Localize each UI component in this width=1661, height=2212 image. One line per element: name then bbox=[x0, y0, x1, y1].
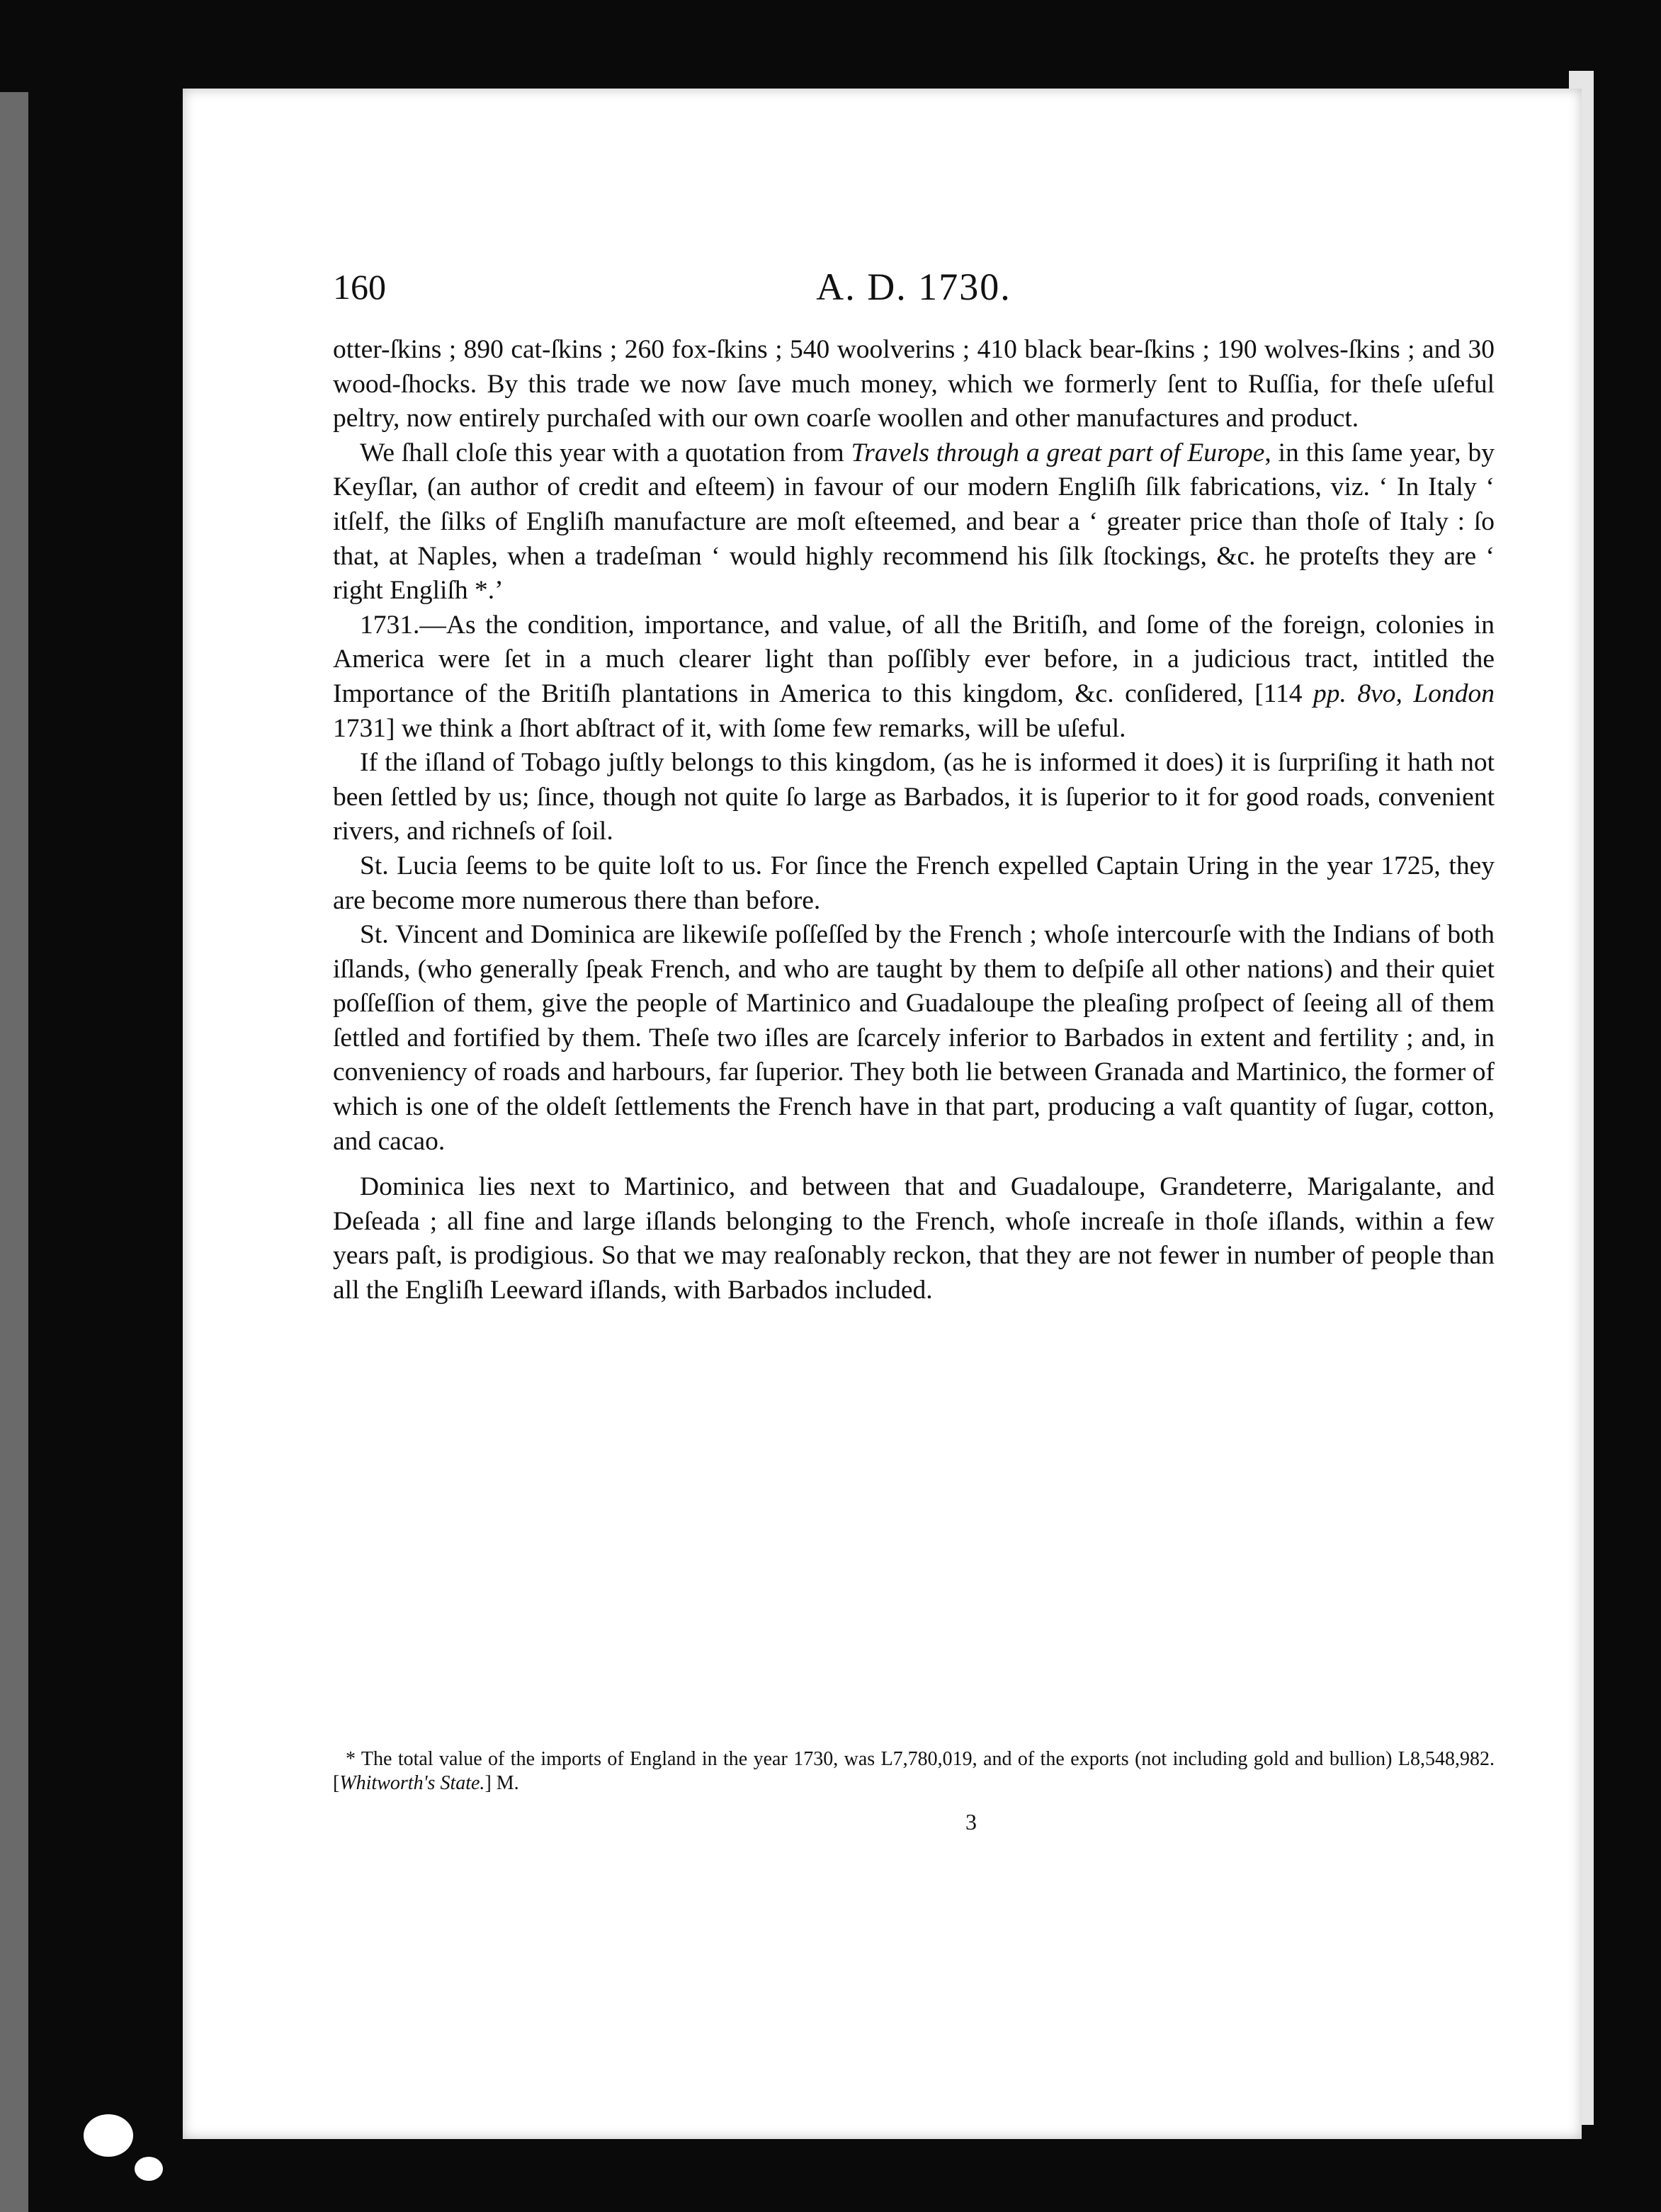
paragraph-dominica: Dominica lies next to Martinico, and between that and Guadaloupe, Grandeterre, Marigalante, and Deſeada ; all fine and large iſlands belonging to the French, whoſe increaſe in thoſe iſlands, within a few years paſt, is prodigious. So that we may reaſonably reckon, that they are not fewer in number of people than all the Engliſh Leeward iſlands, with Barbados included. bbox=[333, 1172, 1495, 1305]
footnote-text-after: ] M. bbox=[484, 1772, 519, 1794]
footnote-text bbox=[333, 1747, 1495, 1796]
paragraph-1731-plantations bbox=[333, 608, 1495, 746]
paragraph-keyslar-quotation bbox=[333, 436, 1495, 608]
paragraph-peltry: otter-ſkins ; 890 cat-ſkins ; 260 fox-ſkins ; 540 woolverins ; 410 black bear-ſkins ; 190 wolves-ſkins ; and 30 wood-ſhocks. By this trade we now ſave much money, which we formerly ſent to Ruſſia, for theſe uſeful peltry, now entirely purchaſed with our own coarſe woollen and other manufactures and product. bbox=[333, 335, 1495, 433]
page-header bbox=[333, 262, 1495, 312]
scan-blemish bbox=[84, 2114, 133, 2157]
signature-mark: 3 bbox=[965, 1809, 977, 1834]
paragraph-tobago: If the iſland of Tobago juſtly belongs to this kingdom, (as he is informed it does) it is ſurpriſing it hath not been ſettled by us; ſince, though not quite ſo large as Barbados, it is ſuperior to it for good roads, convenient rivers, and richneſs of ſoil. bbox=[333, 748, 1495, 846]
body-text bbox=[333, 333, 1495, 1308]
footnote-text-before: * The total value of the imports of England in the year 1730, was L7,780,019, and of the exports (not including gold and bullion) L8,548,982. [ bbox=[333, 1748, 1495, 1794]
book-title-italic: Travels through a great part of Europe bbox=[851, 438, 1265, 467]
paragraph-keyslar-text-after: , in this ſame year, by Keyſlar, (an author of credit and eſteem) in favour of our modern Engliſh ſilk fabrications, viz. ‘ In Italy ‘ itſelf, the ſilks of Engliſh manufacture are moſt eſteemed, and bear a ‘ greater price than thoſe of Italy : ſo that, at Naples, when a tradeſman ‘ would highly recommend his ſilk ſtockings, &c. he proteſts they are ‘ right Engliſh *.’ bbox=[333, 438, 1495, 606]
footnote bbox=[333, 1747, 1495, 1796]
scan-blemish bbox=[135, 2157, 163, 2181]
footnote-source-italic: Whitworth's State. bbox=[339, 1772, 485, 1794]
running-head: A. D. 1730. bbox=[816, 266, 1011, 308]
paragraph-1731-text-before: 1731.—As the condition, importance, and value, of all the Britiſh, and ſome of the foreign, colonies in America were ſet in a much clearer light than poſſibly ever before, in a judicious tract, intitled the Importance of the Britiſh plantations in America to this kingdom, &c. conſidered, [114 bbox=[333, 610, 1495, 708]
scan-margin-strip bbox=[0, 92, 28, 2212]
page-number: 160 bbox=[333, 267, 386, 307]
citation-italic: pp. 8vo, London bbox=[1313, 679, 1495, 708]
paragraph-st-lucia: St. Lucia ſeems to be quite loſt to us. For ſince the French expelled Captain Uring in the year 1725, they are become more numerous there than before. bbox=[333, 851, 1495, 915]
paragraph-1731-text-after: 1731] we think a ſhort abſtract of it, with ſome few remarks, will be uſeful. bbox=[333, 713, 1126, 743]
paragraph-st-vincent-dominica: St. Vincent and Dominica are likewiſe poſſeſſed by the French ; whoſe intercourſe with the Indians of both iſlands, (who generally ſpeak French, and who are taught by them to deſpiſe all other nations) and their quiet poſſeſſion of them, give the people of Martinico and Guadaloupe the pleaſing proſpect of ſeeing all of them ſettled and fortified by them. Theſe two iſles are ſcarcely inferior to Barbados in extent and fertility ; and, in conveniency of roads and harbours, far ſuperior. They both lie between Granada and Martinico, the former of which is one of the oldeſt ſettlements the French have in that part, producing a vaſt quantity of ſugar, cotton, and cacao. bbox=[333, 920, 1495, 1156]
paragraph-keyslar-text-before: We ſhall cloſe this year with a quotation from bbox=[360, 438, 851, 467]
